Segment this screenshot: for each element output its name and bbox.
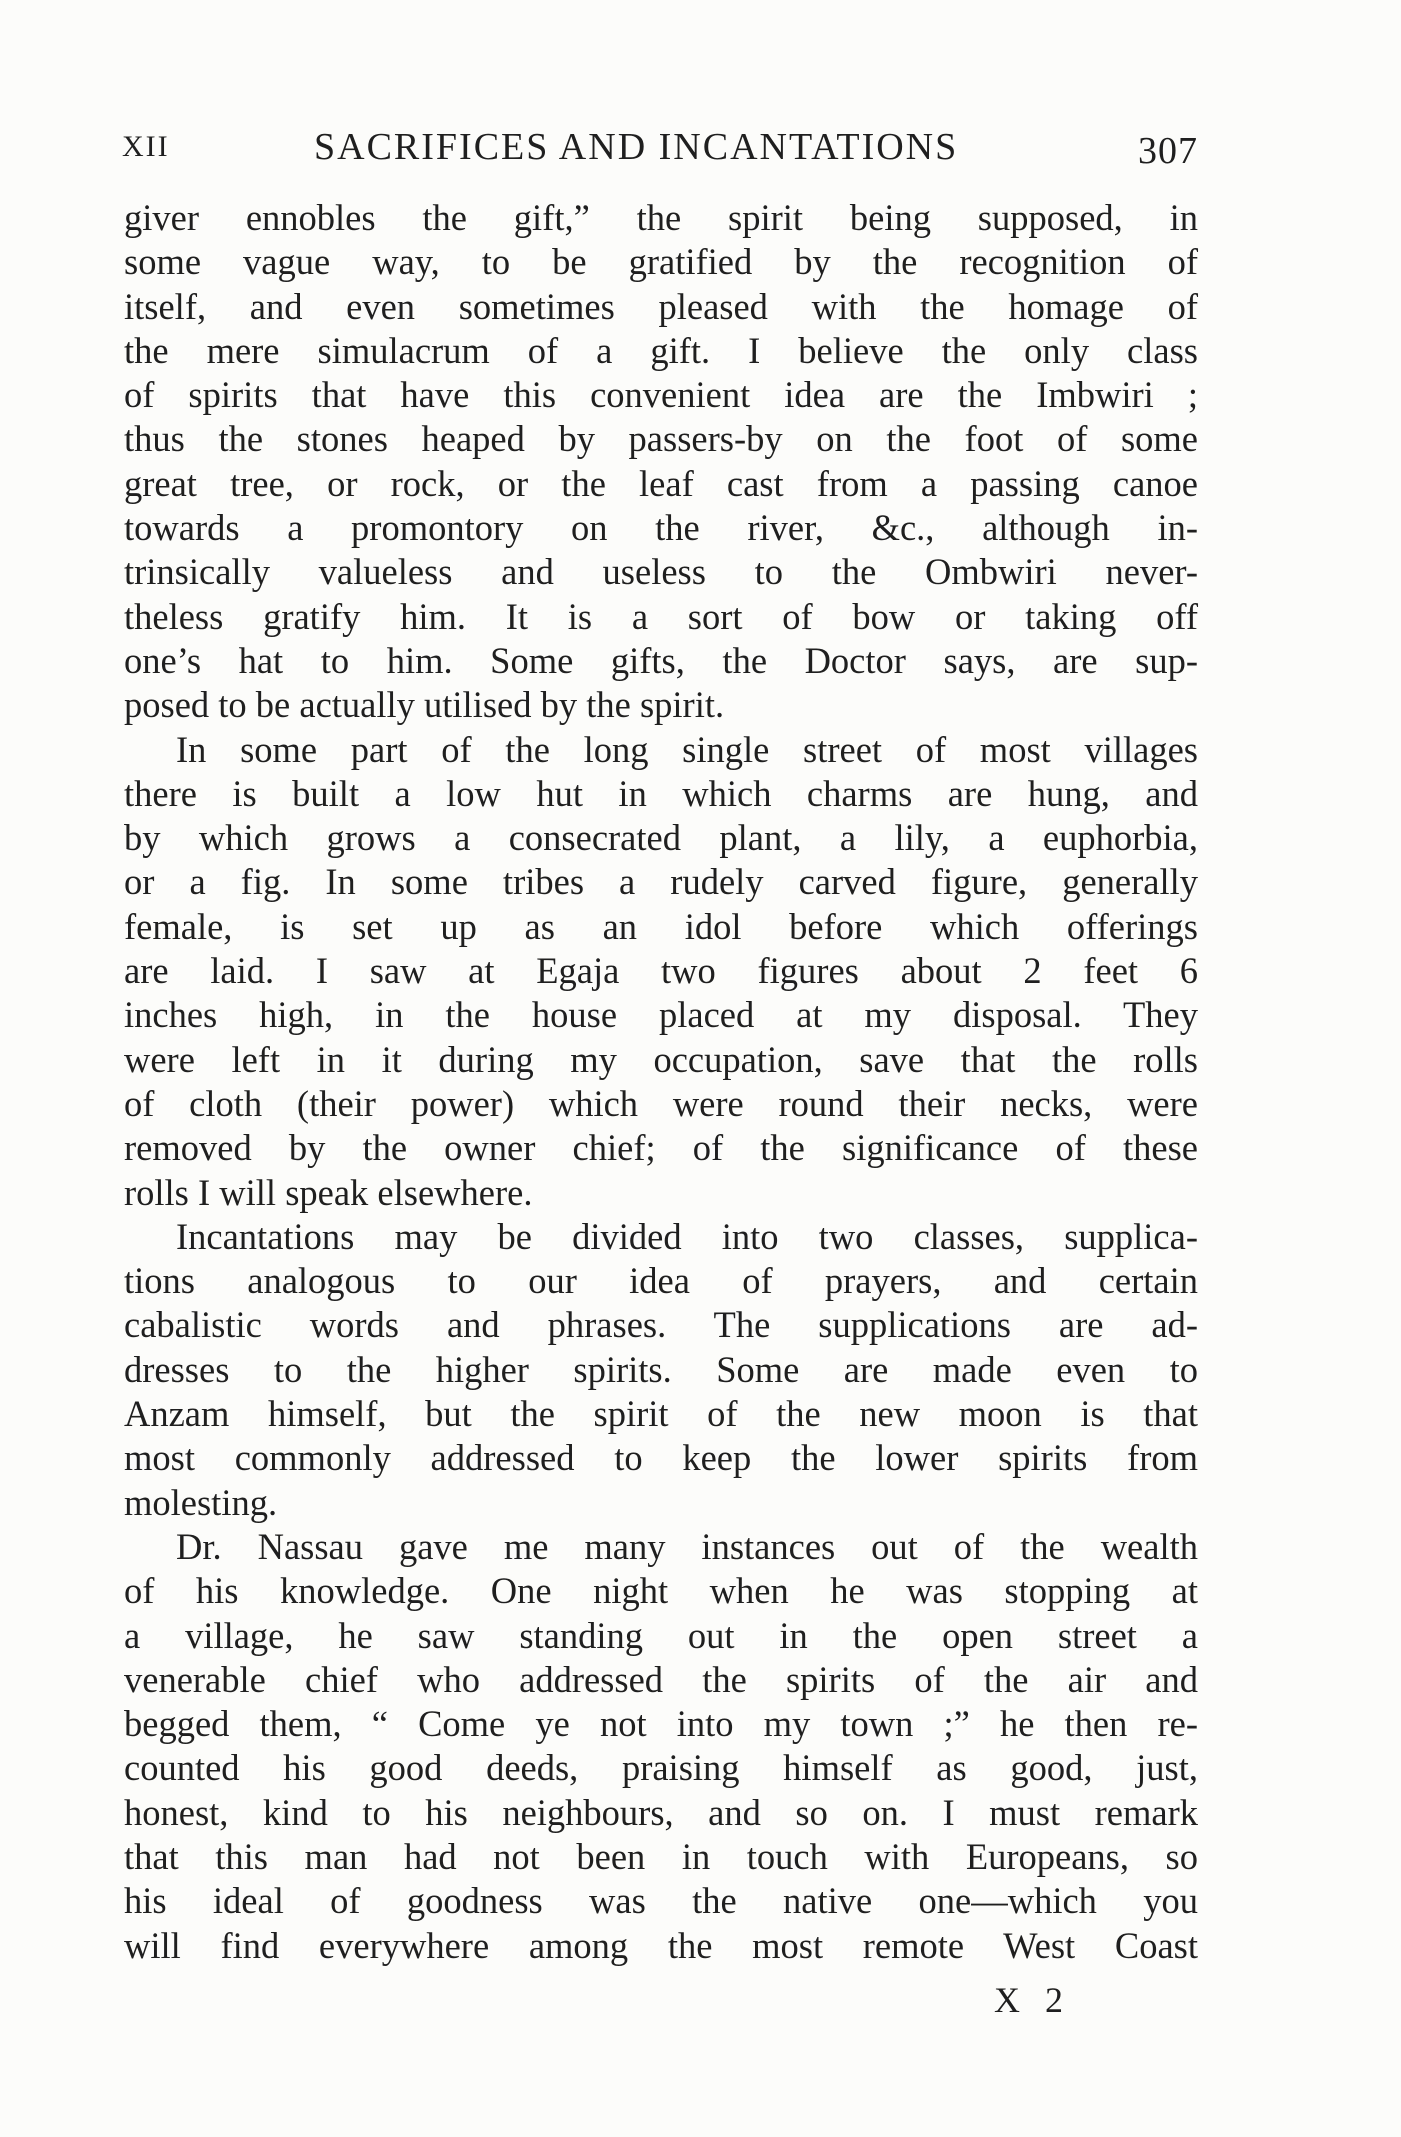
text-line: most commonly addressed to keep the lower spirits from	[124, 1437, 1198, 1479]
text-line: female, is set up as an idol before which offerings	[124, 905, 1198, 947]
text-line: counted his good deeds, praising himself as good, just,	[124, 1747, 1198, 1789]
text-line: towards a promontory on the river, &c., although in-	[124, 507, 1198, 549]
text-line: honest, kind to his neighbours, and so on. I must remark	[124, 1791, 1198, 1833]
text-line: begged them, “ Come ye not into my town ;” he then re-	[124, 1703, 1198, 1745]
running-title: SACRIFICES AND INCANTATIONS	[314, 126, 959, 168]
text-line: itself, and even sometimes pleased with the homage of	[124, 285, 1198, 327]
text-line: will find everywhere among the most remote West Coast	[124, 1924, 1198, 1966]
text-line: dresses to the higher spirits. Some are made even to	[124, 1348, 1198, 1390]
text-line: his ideal of goodness was the native one—which you	[124, 1880, 1198, 1922]
text-line: Incantations may be divided into two classes, supplica-	[176, 1215, 1198, 1257]
text-line: theless gratify him. It is a sort of bow or taking off	[124, 595, 1198, 637]
text-line: cabalistic words and phrases. The supplications are ad-	[124, 1304, 1198, 1346]
text-line: one’s hat to him. Some gifts, the Doctor says, are sup-	[124, 639, 1198, 681]
text-line: some vague way, to be gratified by the recognition of	[124, 241, 1198, 283]
text-line: great tree, or rock, or the leaf cast from a passing canoe	[124, 462, 1198, 504]
text-line: by which grows a consecrated plant, a lily, a euphorbia,	[124, 817, 1198, 859]
text-line: are laid. I saw at Egaja two figures about 2 feet 6	[124, 950, 1198, 992]
text-line: trinsically valueless and useless to the Ombwiri never-	[124, 551, 1198, 593]
text-line: Dr. Nassau gave me many instances out of the wealth	[176, 1525, 1198, 1567]
signature-mark: X 2	[994, 1980, 1071, 2020]
text-line: thus the stones heaped by passers-by on the foot of some	[124, 418, 1198, 460]
text-line: giver ennobles the gift,” the spirit being supposed, in	[124, 197, 1198, 238]
page-number: 307	[1138, 130, 1198, 172]
body-text	[124, 196, 1198, 1968]
chapter-number: XII	[122, 130, 170, 163]
text-line: or a fig. In some tribes a rudely carved figure, generally	[124, 861, 1198, 903]
text-line: molesting.	[124, 1481, 278, 1523]
text-line: tions analogous to our idea of prayers, and certain	[124, 1260, 1198, 1302]
text-line: Anzam himself, but the spirit of the new moon is that	[124, 1393, 1198, 1435]
text-line: posed to be actually utilised by the spirit.	[124, 684, 725, 726]
text-line: of cloth (their power) which were round their necks, were	[124, 1082, 1198, 1124]
text-line: inches high, in the house placed at my disposal. They	[124, 994, 1198, 1036]
text-line: rolls I will speak elsewhere.	[124, 1171, 533, 1213]
text-line: of spirits that have this convenient idea are the Imbwiri ;	[124, 374, 1198, 416]
text-line: the mere simulacrum of a gift. I believe the only class	[124, 329, 1198, 371]
text-line: that this man had not been in touch with Europeans, so	[124, 1835, 1198, 1877]
text-line: removed by the owner chief; of the significance of these	[124, 1127, 1198, 1169]
text-line: a village, he saw standing out in the open street a	[124, 1614, 1198, 1656]
text-line: there is built a low hut in which charms are hung, and	[124, 772, 1198, 814]
text-line: were left in it during my occupation, save that the rolls	[124, 1038, 1198, 1080]
text-line: venerable chief who addressed the spirits of the air and	[124, 1658, 1198, 1700]
running-head	[122, 122, 1198, 172]
text-line: of his knowledge. One night when he was stopping at	[124, 1570, 1198, 1612]
text-line: In some part of the long single street of most villages	[176, 728, 1198, 770]
